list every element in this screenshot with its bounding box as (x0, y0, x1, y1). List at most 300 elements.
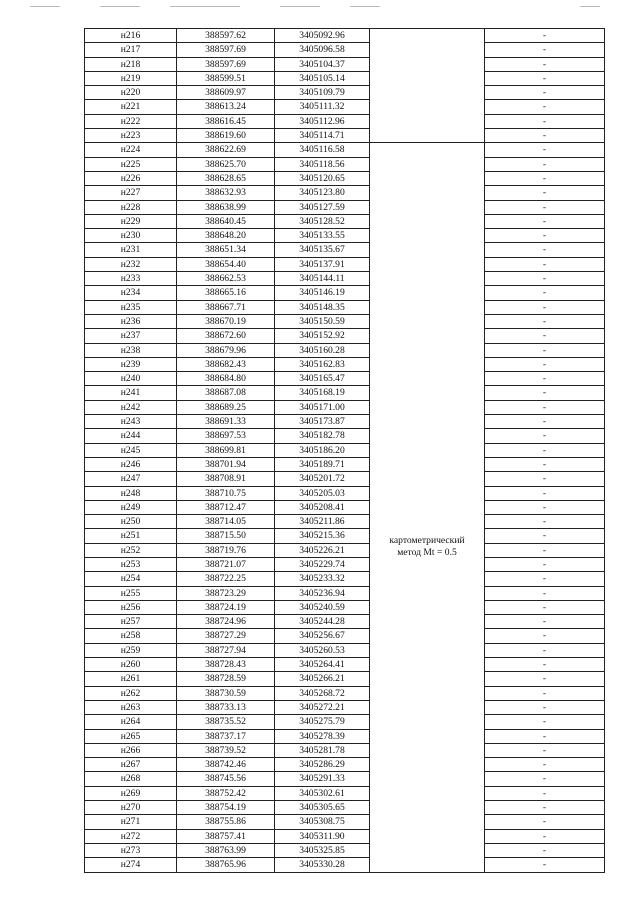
table-row (85, 472, 605, 486)
point-id-cell: н236 (85, 314, 177, 328)
x-coordinate-cell: 388755.86 (177, 815, 275, 829)
y-coordinate-cell: 3405112.96 (275, 114, 370, 128)
point-id-cell: н232 (85, 257, 177, 271)
method-cell-empty (370, 29, 485, 143)
y-coordinate-cell: 3405186.20 (275, 443, 370, 457)
point-id-cell: н265 (85, 729, 177, 743)
table-row (85, 300, 605, 314)
mark-cell: - (485, 157, 605, 171)
mark-cell: - (485, 543, 605, 557)
point-id-cell: н218 (85, 57, 177, 71)
mark-cell: - (485, 129, 605, 143)
x-coordinate-cell: 388708.91 (177, 472, 275, 486)
x-coordinate-cell: 388723.29 (177, 586, 275, 600)
x-coordinate-cell: 388687.08 (177, 386, 275, 400)
point-id-cell: н271 (85, 815, 177, 829)
y-coordinate-cell: 3405118.56 (275, 157, 370, 171)
x-coordinate-cell: 388721.07 (177, 557, 275, 571)
mark-cell: - (485, 429, 605, 443)
table-row (85, 257, 605, 271)
x-coordinate-cell: 388625.70 (177, 157, 275, 171)
point-id-cell: н225 (85, 157, 177, 171)
y-coordinate-cell: 3405240.59 (275, 600, 370, 614)
mark-cell: - (485, 272, 605, 286)
y-coordinate-cell: 3405272.21 (275, 700, 370, 714)
mark-cell: - (485, 214, 605, 228)
point-id-cell: н274 (85, 858, 177, 872)
table-row (85, 372, 605, 386)
point-id-cell: н230 (85, 229, 177, 243)
table-row (85, 429, 605, 443)
method-label-line2: метод Mt = 0.5 (397, 547, 457, 559)
point-id-cell: н255 (85, 586, 177, 600)
mark-cell: - (485, 615, 605, 629)
point-id-cell: н250 (85, 515, 177, 529)
table-row (85, 143, 605, 157)
y-coordinate-cell: 3405286.29 (275, 758, 370, 772)
y-coordinate-cell: 3405146.19 (275, 286, 370, 300)
x-coordinate-cell: 388597.69 (177, 57, 275, 71)
table-row (85, 829, 605, 843)
table-row (85, 29, 605, 43)
x-coordinate-cell: 388679.96 (177, 343, 275, 357)
table-row (85, 700, 605, 714)
point-id-cell: н249 (85, 500, 177, 514)
table-row (85, 329, 605, 343)
mark-cell: - (485, 629, 605, 643)
y-coordinate-cell: 3405127.59 (275, 200, 370, 214)
x-coordinate-cell: 388638.99 (177, 200, 275, 214)
point-id-cell: н242 (85, 400, 177, 414)
table-row (85, 443, 605, 457)
table-row (85, 572, 605, 586)
point-id-cell: н220 (85, 86, 177, 100)
table-row (85, 272, 605, 286)
y-coordinate-cell: 3405205.03 (275, 486, 370, 500)
x-coordinate-cell: 388697.53 (177, 429, 275, 443)
y-coordinate-cell: 3405302.61 (275, 786, 370, 800)
point-id-cell: н237 (85, 329, 177, 343)
table-row (85, 629, 605, 643)
x-coordinate-cell: 388648.20 (177, 229, 275, 243)
y-coordinate-cell: 3405305.65 (275, 801, 370, 815)
x-coordinate-cell: 388728.43 (177, 658, 275, 672)
y-coordinate-cell: 3405260.53 (275, 643, 370, 657)
y-coordinate-cell: 3405173.87 (275, 415, 370, 429)
table-row (85, 715, 605, 729)
table-row (85, 772, 605, 786)
x-coordinate-cell: 388735.52 (177, 715, 275, 729)
x-coordinate-cell: 388728.59 (177, 672, 275, 686)
y-coordinate-cell: 3405182.78 (275, 429, 370, 443)
point-id-cell: н227 (85, 186, 177, 200)
x-coordinate-cell: 388765.96 (177, 858, 275, 872)
table-row (85, 114, 605, 128)
y-coordinate-cell: 3405226.21 (275, 543, 370, 557)
point-id-cell: н221 (85, 100, 177, 114)
mark-cell: - (485, 443, 605, 457)
table-row (85, 343, 605, 357)
y-coordinate-cell: 3405264.41 (275, 658, 370, 672)
y-coordinate-cell: 3405215.36 (275, 529, 370, 543)
mark-cell: - (485, 71, 605, 85)
table-row (85, 858, 605, 872)
y-coordinate-cell: 3405208.41 (275, 500, 370, 514)
x-coordinate-cell: 388613.24 (177, 100, 275, 114)
table-row (85, 186, 605, 200)
mark-cell: - (485, 843, 605, 857)
mark-cell: - (485, 700, 605, 714)
point-id-cell: н247 (85, 472, 177, 486)
x-coordinate-cell: 388654.40 (177, 257, 275, 271)
x-coordinate-cell: 388710.75 (177, 486, 275, 500)
y-coordinate-cell: 3405104.37 (275, 57, 370, 71)
point-id-cell: н262 (85, 686, 177, 700)
x-coordinate-cell: 388742.46 (177, 758, 275, 772)
point-id-cell: н222 (85, 114, 177, 128)
mark-cell: - (485, 772, 605, 786)
y-coordinate-cell: 3405162.83 (275, 357, 370, 371)
x-coordinate-cell: 388739.52 (177, 743, 275, 757)
table-row (85, 43, 605, 57)
mark-cell: - (485, 758, 605, 772)
mark-cell: - (485, 372, 605, 386)
mark-cell: - (485, 243, 605, 257)
x-coordinate-cell: 388651.34 (177, 243, 275, 257)
x-coordinate-cell: 388599.51 (177, 71, 275, 85)
table-row (85, 500, 605, 514)
y-coordinate-cell: 3405330.28 (275, 858, 370, 872)
mark-cell: - (485, 472, 605, 486)
table-row (85, 486, 605, 500)
table-row (85, 557, 605, 571)
mark-cell: - (485, 486, 605, 500)
y-coordinate-cell: 3405168.19 (275, 386, 370, 400)
x-coordinate-cell: 388737.17 (177, 729, 275, 743)
point-id-cell: н228 (85, 200, 177, 214)
point-id-cell: н239 (85, 357, 177, 371)
y-coordinate-cell: 3405109.79 (275, 86, 370, 100)
point-id-cell: н219 (85, 71, 177, 85)
x-coordinate-cell: 388662.53 (177, 272, 275, 286)
y-coordinate-cell: 3405096.58 (275, 43, 370, 57)
mark-cell: - (485, 200, 605, 214)
y-coordinate-cell: 3405105.14 (275, 71, 370, 85)
table-row (85, 129, 605, 143)
mark-cell: - (485, 57, 605, 71)
mark-cell: - (485, 343, 605, 357)
page-header-marks (20, 6, 620, 12)
mark-cell: - (485, 300, 605, 314)
y-coordinate-cell: 3405268.72 (275, 686, 370, 700)
point-id-cell: н259 (85, 643, 177, 657)
table-row (85, 615, 605, 629)
y-coordinate-cell: 3405133.55 (275, 229, 370, 243)
point-id-cell: н244 (85, 429, 177, 443)
table-row (85, 229, 605, 243)
mark-cell: - (485, 386, 605, 400)
mark-cell: - (485, 801, 605, 815)
table-row (85, 515, 605, 529)
y-coordinate-cell: 3405311.90 (275, 829, 370, 843)
table-row (85, 157, 605, 171)
point-id-cell: н258 (85, 629, 177, 643)
mark-cell: - (485, 672, 605, 686)
point-id-cell: н261 (85, 672, 177, 686)
table-row (85, 243, 605, 257)
point-id-cell: н251 (85, 529, 177, 543)
table-row (85, 457, 605, 471)
x-coordinate-cell: 388715.50 (177, 529, 275, 543)
y-coordinate-cell: 3405291.33 (275, 772, 370, 786)
point-id-cell: н257 (85, 615, 177, 629)
point-id-cell: н229 (85, 214, 177, 228)
x-coordinate-cell: 388727.94 (177, 643, 275, 657)
mark-cell: - (485, 114, 605, 128)
point-id-cell: н234 (85, 286, 177, 300)
y-coordinate-cell: 3405116.58 (275, 143, 370, 157)
mark-cell: - (485, 858, 605, 872)
x-coordinate-cell: 388719.76 (177, 543, 275, 557)
point-id-cell: н246 (85, 457, 177, 471)
x-coordinate-cell: 388722.25 (177, 572, 275, 586)
point-id-cell: н243 (85, 415, 177, 429)
table-row (85, 415, 605, 429)
table-row (85, 600, 605, 614)
x-coordinate-cell: 388597.62 (177, 29, 275, 43)
y-coordinate-cell: 3405244.28 (275, 615, 370, 629)
x-coordinate-cell: 388689.25 (177, 400, 275, 414)
point-id-cell: н260 (85, 658, 177, 672)
x-coordinate-cell: 388619.60 (177, 129, 275, 143)
table-row (85, 758, 605, 772)
y-coordinate-cell: 3405236.94 (275, 586, 370, 600)
x-coordinate-cell: 388712.47 (177, 500, 275, 514)
mark-cell: - (485, 229, 605, 243)
y-coordinate-cell: 3405135.67 (275, 243, 370, 257)
x-coordinate-cell: 388667.71 (177, 300, 275, 314)
y-coordinate-cell: 3405325.85 (275, 843, 370, 857)
x-coordinate-cell: 388733.13 (177, 700, 275, 714)
y-coordinate-cell: 3405160.28 (275, 343, 370, 357)
point-id-cell: н252 (85, 543, 177, 557)
point-id-cell: н216 (85, 29, 177, 43)
x-coordinate-cell: 388665.16 (177, 286, 275, 300)
point-id-cell: н224 (85, 143, 177, 157)
x-coordinate-cell: 388672.60 (177, 329, 275, 343)
table-row (85, 57, 605, 71)
table-row (85, 801, 605, 815)
point-id-cell: н273 (85, 843, 177, 857)
table-row (85, 843, 605, 857)
mark-cell: - (485, 400, 605, 414)
table-row (85, 586, 605, 600)
point-id-cell: н264 (85, 715, 177, 729)
mark-cell: - (485, 815, 605, 829)
y-coordinate-cell: 3405233.32 (275, 572, 370, 586)
point-id-cell: н248 (85, 486, 177, 500)
y-coordinate-cell: 3405152.92 (275, 329, 370, 343)
mark-cell: - (485, 186, 605, 200)
table-row (85, 686, 605, 700)
point-id-cell: н235 (85, 300, 177, 314)
point-id-cell: н256 (85, 600, 177, 614)
point-id-cell: н226 (85, 171, 177, 185)
mark-cell: - (485, 143, 605, 157)
point-id-cell: н238 (85, 343, 177, 357)
mark-cell: - (485, 515, 605, 529)
y-coordinate-cell: 3405128.52 (275, 214, 370, 228)
table-row (85, 400, 605, 414)
y-coordinate-cell: 3405148.35 (275, 300, 370, 314)
mark-cell: - (485, 643, 605, 657)
mark-cell: - (485, 743, 605, 757)
y-coordinate-cell: 3405189.71 (275, 457, 370, 471)
table-row (85, 643, 605, 657)
x-coordinate-cell: 388754.19 (177, 801, 275, 815)
mark-cell: - (485, 314, 605, 328)
y-coordinate-cell: 3405144.11 (275, 272, 370, 286)
point-id-cell: н266 (85, 743, 177, 757)
y-coordinate-cell: 3405256.67 (275, 629, 370, 643)
y-coordinate-cell: 3405308.75 (275, 815, 370, 829)
y-coordinate-cell: 3405211.86 (275, 515, 370, 529)
table-row (85, 729, 605, 743)
coordinates-table (84, 28, 605, 873)
y-coordinate-cell: 3405114.71 (275, 129, 370, 143)
y-coordinate-cell: 3405229.74 (275, 557, 370, 571)
x-coordinate-cell: 388628.65 (177, 171, 275, 185)
x-coordinate-cell: 388622.69 (177, 143, 275, 157)
mark-cell: - (485, 100, 605, 114)
mark-cell: - (485, 786, 605, 800)
x-coordinate-cell: 388714.05 (177, 515, 275, 529)
mark-cell: - (485, 86, 605, 100)
table-row (85, 214, 605, 228)
table-row (85, 386, 605, 400)
y-coordinate-cell: 3405120.65 (275, 171, 370, 185)
y-coordinate-cell: 3405171.00 (275, 400, 370, 414)
point-id-cell: н269 (85, 786, 177, 800)
x-coordinate-cell: 388724.19 (177, 600, 275, 614)
mark-cell: - (485, 572, 605, 586)
x-coordinate-cell: 388640.45 (177, 214, 275, 228)
mark-cell: - (485, 457, 605, 471)
table-row (85, 314, 605, 328)
x-coordinate-cell: 388609.97 (177, 86, 275, 100)
point-id-cell: н217 (85, 43, 177, 57)
x-coordinate-cell: 388684.80 (177, 372, 275, 386)
y-coordinate-cell: 3405266.21 (275, 672, 370, 686)
mark-cell: - (485, 529, 605, 543)
mark-cell: - (485, 286, 605, 300)
y-coordinate-cell: 3405275.79 (275, 715, 370, 729)
mark-cell: - (485, 557, 605, 571)
point-id-cell: н270 (85, 801, 177, 815)
y-coordinate-cell: 3405150.59 (275, 314, 370, 328)
mark-cell: - (485, 357, 605, 371)
point-id-cell: н240 (85, 372, 177, 386)
table-row (85, 672, 605, 686)
y-coordinate-cell: 3405281.78 (275, 743, 370, 757)
mark-cell: - (485, 729, 605, 743)
y-coordinate-cell: 3405137.91 (275, 257, 370, 271)
x-coordinate-cell: 388730.59 (177, 686, 275, 700)
x-coordinate-cell: 388745.56 (177, 772, 275, 786)
point-id-cell: н231 (85, 243, 177, 257)
point-id-cell: н272 (85, 829, 177, 843)
x-coordinate-cell: 388763.99 (177, 843, 275, 857)
table-row (85, 286, 605, 300)
x-coordinate-cell: 388727.29 (177, 629, 275, 643)
y-coordinate-cell: 3405165.47 (275, 372, 370, 386)
y-coordinate-cell: 3405278.39 (275, 729, 370, 743)
mark-cell: - (485, 43, 605, 57)
table-row (85, 529, 605, 543)
x-coordinate-cell: 388699.81 (177, 443, 275, 457)
mark-cell: - (485, 600, 605, 614)
x-coordinate-cell: 388632.93 (177, 186, 275, 200)
table-row (85, 658, 605, 672)
method-cell (370, 143, 485, 872)
table-row (85, 171, 605, 185)
point-id-cell: н253 (85, 557, 177, 571)
x-coordinate-cell: 388691.33 (177, 415, 275, 429)
mark-cell: - (485, 715, 605, 729)
point-id-cell: н267 (85, 758, 177, 772)
y-coordinate-cell: 3405111.32 (275, 100, 370, 114)
mark-cell: - (485, 500, 605, 514)
mark-cell: - (485, 586, 605, 600)
table-row (85, 743, 605, 757)
x-coordinate-cell: 388682.43 (177, 357, 275, 371)
coordinates-table-body (85, 29, 605, 873)
table-row (85, 543, 605, 557)
table-row (85, 357, 605, 371)
point-id-cell: н263 (85, 700, 177, 714)
mark-cell: - (485, 658, 605, 672)
x-coordinate-cell: 388757.41 (177, 829, 275, 843)
method-label-line1: картометрический (389, 535, 465, 547)
point-id-cell: н241 (85, 386, 177, 400)
table-row (85, 815, 605, 829)
mark-cell: - (485, 257, 605, 271)
y-coordinate-cell: 3405201.72 (275, 472, 370, 486)
point-id-cell: н254 (85, 572, 177, 586)
table-row (85, 200, 605, 214)
table-row (85, 86, 605, 100)
table-row (85, 100, 605, 114)
table-row (85, 786, 605, 800)
mark-cell: - (485, 829, 605, 843)
mark-cell: - (485, 686, 605, 700)
point-id-cell: н223 (85, 129, 177, 143)
y-coordinate-cell: 3405092.96 (275, 29, 370, 43)
x-coordinate-cell: 388752.42 (177, 786, 275, 800)
point-id-cell: н233 (85, 272, 177, 286)
y-coordinate-cell: 3405123.80 (275, 186, 370, 200)
x-coordinate-cell: 388670.19 (177, 314, 275, 328)
point-id-cell: н268 (85, 772, 177, 786)
mark-cell: - (485, 329, 605, 343)
mark-cell: - (485, 29, 605, 43)
x-coordinate-cell: 388597.69 (177, 43, 275, 57)
x-coordinate-cell: 388701.94 (177, 457, 275, 471)
x-coordinate-cell: 388724.96 (177, 615, 275, 629)
point-id-cell: н245 (85, 443, 177, 457)
mark-cell: - (485, 171, 605, 185)
x-coordinate-cell: 388616.45 (177, 114, 275, 128)
